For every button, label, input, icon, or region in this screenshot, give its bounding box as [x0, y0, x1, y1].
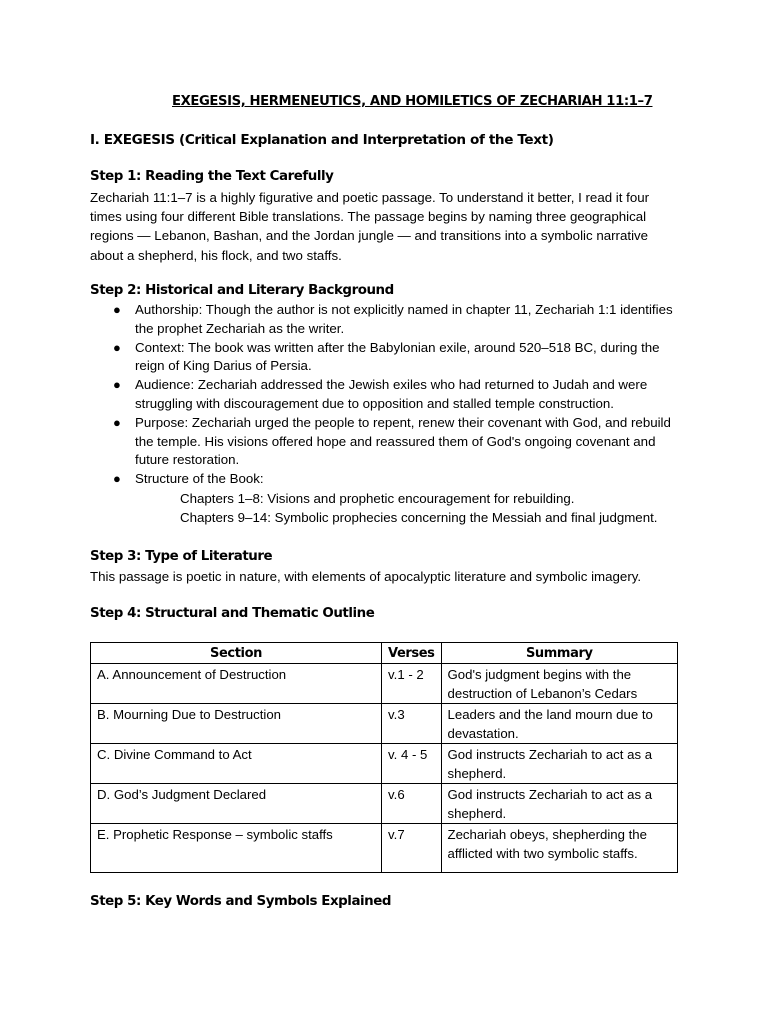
section-heading-exegesis: I. EXEGESIS (Critical Explanation and Interpretation of the Text) — [90, 132, 554, 148]
bullet-text: Structure of the Book: — [135, 471, 264, 487]
step3-heading: Step 3: Type of Literature — [90, 549, 273, 564]
table-header-row — [91, 643, 678, 664]
cell-section: B. Mourning Due to Destruction — [91, 704, 382, 744]
column-header-verses: Verses — [382, 643, 441, 664]
document-title: EXEGESIS, HERMENEUTICS, AND HOMILETICS OF ZECHARIAH 11:1–7 — [172, 94, 653, 109]
cell-section: E. Prophetic Response – symbolic staffs — [91, 824, 382, 873]
bullet-purpose — [90, 414, 680, 470]
background-bullet-list — [90, 301, 680, 527]
column-header-summary: Summary — [441, 643, 677, 664]
table-row — [91, 704, 678, 744]
cell-verses: v.7 — [382, 824, 441, 873]
structure-line: Chapters 9–14: Symbolic prophecies concerning the Messiah and final judgment. — [180, 510, 658, 526]
step2-heading: Step 2: Historical and Literary Background — [90, 283, 394, 298]
table-row — [91, 664, 678, 704]
column-header-section: Section — [91, 643, 382, 664]
cell-verses: v. 4 - 5 — [382, 744, 441, 784]
bullet-dot-icon: ● — [113, 471, 121, 487]
table-row — [91, 744, 678, 784]
cell-summary: God instructs Zechariah to act as a shepherd. — [441, 784, 677, 824]
bullet-text: Authorship: Though the author is not explicitly named in chapter 11, Zechariah 1:1 identifies the prophet Zechariah as the writer. — [135, 302, 673, 336]
bullet-structure — [90, 470, 680, 489]
structure-sublist — [90, 489, 680, 527]
cell-section: C. Divine Command to Act — [91, 744, 382, 784]
bullet-text: Audience: Zechariah addressed the Jewish exiles who had returned to Judah and were struggling with discouragement due to opposition and stalled temple construction. — [135, 377, 648, 411]
bullet-authorship — [90, 301, 680, 339]
cell-verses: v.1 - 2 — [382, 664, 441, 704]
cell-summary: Zechariah obeys, shepherding the afflicted with two symbolic staffs. — [441, 824, 677, 873]
structure-line: Chapters 1–8: Visions and prophetic encouragement for rebuilding. — [180, 490, 575, 506]
step5-heading: Step 5: Key Words and Symbols Explained — [90, 894, 392, 909]
bullet-audience — [90, 376, 680, 414]
cell-summary: God instructs Zechariah to act as a shepherd. — [441, 744, 677, 784]
step1-heading: Step 1: Reading the Text Carefully — [90, 169, 334, 184]
cell-summary: God's judgment begins with the destruction of Lebanon’s Cedars — [441, 664, 677, 704]
table-row — [91, 784, 678, 824]
cell-verses: v.6 — [382, 784, 441, 824]
bullet-dot-icon: ● — [113, 377, 121, 393]
cell-verses: v.3 — [382, 704, 441, 744]
cell-section: A. Announcement of Destruction — [91, 664, 382, 704]
outline-table — [90, 642, 678, 873]
bullet-text: Purpose: Zechariah urged the people to repent, renew their covenant with God, and rebuild the temple. His visions offered hope and reassured them of God's ongoing covenant and future restoration. — [135, 414, 671, 468]
step1-text: Zechariah 11:1–7 is a highly figurative and poetic passage. To understand it better, I read it four times using four different Bible translations. The passage begins by naming three geographical regions — Lebanon, Bashan, and the Jordan jungle — and transitions into a symbolic narrative about a shepherd, his flock, and two staffs. — [90, 190, 650, 263]
cell-summary: Leaders and the land mourn due to devastation. — [441, 704, 677, 744]
cell-section: D. God’s Judgment Declared — [91, 784, 382, 824]
bullet-context — [90, 339, 680, 377]
bullet-dot-icon: ● — [113, 414, 121, 430]
table-row — [91, 824, 678, 873]
bullet-dot-icon: ● — [113, 339, 121, 355]
step4-heading: Step 4: Structural and Thematic Outline — [90, 606, 375, 621]
step3-text: This passage is poetic in nature, with elements of apocalyptic literature and symbolic imagery. — [90, 569, 642, 584]
bullet-text: Context: The book was written after the Babylonian exile, around 520–518 BC, during the reign of King Darius of Persia. — [135, 339, 660, 374]
bullet-dot-icon: ● — [113, 302, 121, 317]
